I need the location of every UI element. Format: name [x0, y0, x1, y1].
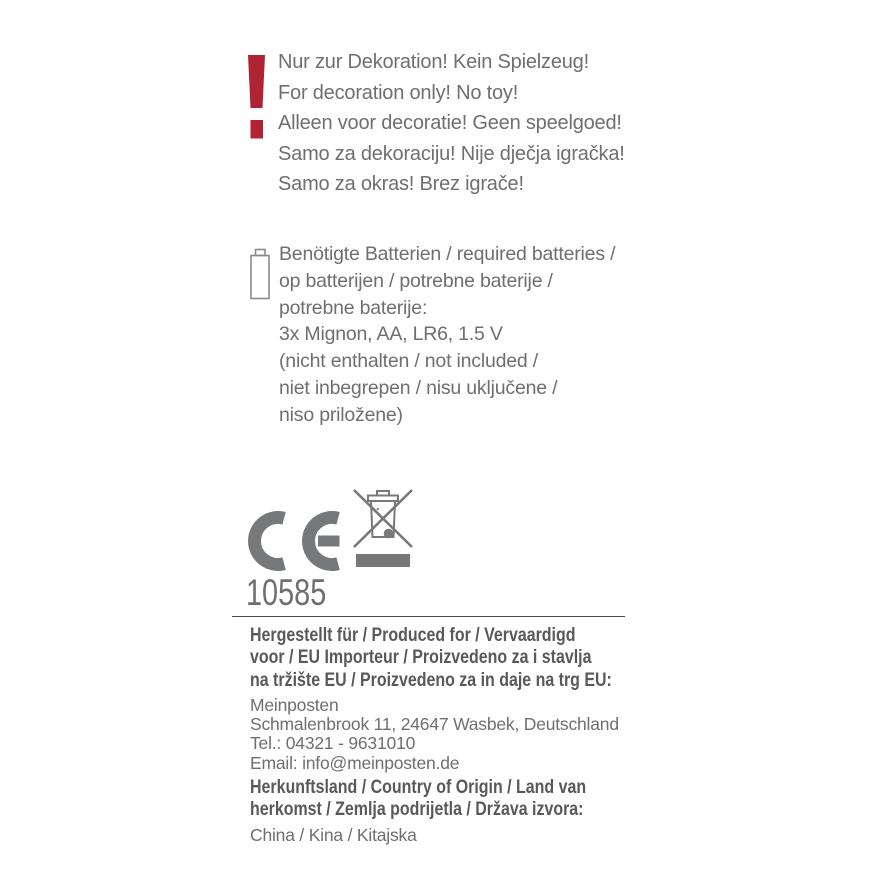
article-number: 10585 [246, 572, 327, 613]
origin-heading [250, 777, 681, 822]
origin-value: China / Kina / Kitajska [250, 824, 417, 845]
battery-icon [250, 248, 270, 300]
weee-crossed-out-bin-icon [352, 488, 414, 570]
battery-spec-line: 3x Mignon, AA, LR6, 1.5 V [279, 323, 503, 346]
origin-heading-line-2: herkomst / Zemlja podrijetla / Država izvora: [250, 799, 584, 821]
warning-line-nl: Alleen voor decoratie! Geen speelgoed! [278, 112, 622, 135]
importer-email: Email: info@meinposten.de [250, 752, 460, 773]
importer-street-city: Schmalenbrook 11, 24647 Wasbek, Deutschland [250, 714, 619, 735]
manufacturer-section [250, 625, 681, 845]
battery-line-6: niet inbegrepen / nisu uključene / [279, 376, 558, 399]
warning-line-sl: Samo za okras! Brez igrače! [278, 173, 524, 196]
battery-line-3: potrebne baterije: [279, 296, 428, 319]
battery-line-5: (nicht enthalten / not included / [279, 350, 538, 373]
battery-line-7: niso priložene) [279, 403, 403, 426]
produced-for-heading [250, 625, 681, 692]
produced-for-heading-line-1: Hergestellt für / Produced for / Vervaardigd [250, 625, 576, 646]
exclamation-icon [248, 52, 265, 140]
produced-for-heading-line-3: na tržište EU / Proizvedeno za in daje na trg EU: [250, 669, 612, 691]
battery-line-2: op batterijen / potrebne baterije / [279, 269, 553, 292]
warning-line-hr: Samo za dekoraciju! Nije dječja igračka! [278, 142, 625, 165]
battery-line-1: Benötigte Batterien / required batteries / [279, 243, 616, 265]
importer-address [250, 696, 681, 773]
decoration-warning-text [278, 47, 625, 200]
battery-requirements-section [250, 241, 615, 429]
ce-mark-icon [248, 511, 340, 571]
warning-line-en: For decoration only! No toy! [278, 81, 519, 104]
importer-name: Meinposten [250, 694, 339, 715]
battery-requirements-text [279, 241, 615, 429]
divider-line [232, 616, 625, 617]
origin-heading-line-1: Herkunftsland / Country of Origin / Land van [250, 777, 587, 799]
warning-line-de: Nur zur Dekoration! Kein Spielzeug! [278, 51, 589, 73]
produced-for-heading-line-2: voor / EU Importeur / Proizvedeno za i stavlja [250, 647, 592, 669]
decoration-warning-section [248, 47, 625, 200]
importer-phone: Tel.: 04321 - 9631010 [250, 733, 416, 754]
